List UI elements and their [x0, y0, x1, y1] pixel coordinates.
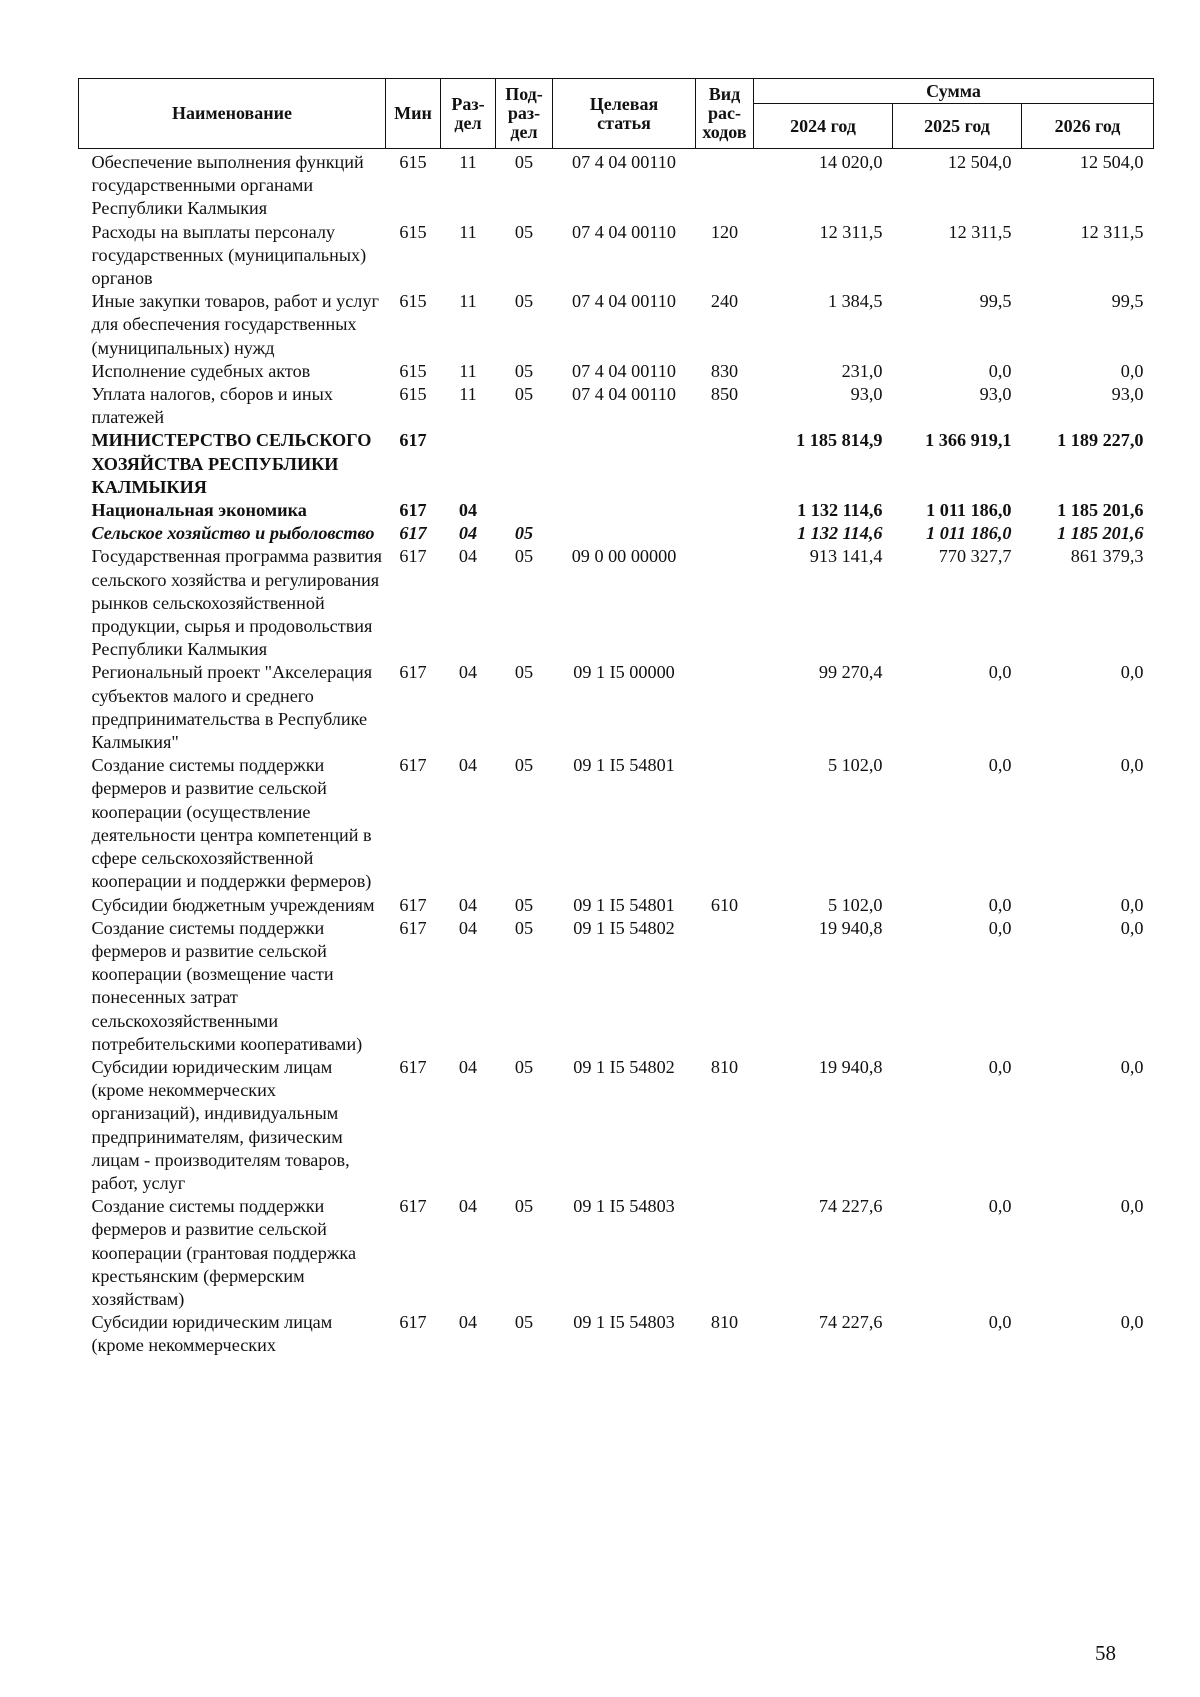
- cell-name: Создание системы поддержки фермеров и развитие сельской кооперации (грантовая поддержка крестьянским (фермерским хозяйствам): [91, 1196, 357, 1309]
- cell-name: Сельское хозяйство и рыболовство: [91, 523, 375, 544]
- cell-min: 617: [399, 1056, 427, 1077]
- cell-min: 617: [399, 500, 427, 521]
- table-row: [79, 499, 1154, 522]
- cell-celevaya: 09 1 I5 54803: [573, 1312, 675, 1333]
- table-row: [79, 1195, 1154, 1311]
- cell-2026: 12 504,0: [1079, 152, 1144, 172]
- cell-min: 617: [399, 755, 427, 776]
- cell-min: 617: [399, 546, 427, 567]
- cell-podrazdel: 05: [514, 523, 534, 544]
- cell-2024: 74 227,6: [818, 1312, 883, 1333]
- cell-name: Иные закупки товаров, работ и услуг для обеспечения государственных (муниципальных) нужд: [91, 291, 379, 358]
- cell-2025: 1 366 919,1: [925, 430, 1012, 451]
- cell-name: Субсидии юридическим лицам (кроме некоммерческих: [91, 1312, 333, 1356]
- header-2026: 2026 год: [1022, 104, 1154, 149]
- cell-2026: 1 185 201,6: [1057, 500, 1144, 521]
- cell-podrazdel: 05: [514, 917, 534, 938]
- cell-2026: 0,0: [1120, 1196, 1144, 1217]
- cell-min: 615: [399, 360, 427, 381]
- cell-2024: 12 311,5: [819, 221, 883, 242]
- header-summa: Сумма: [754, 79, 1154, 104]
- header-vid: Вид рас- ходов: [696, 79, 754, 149]
- cell-min: 615: [399, 384, 427, 405]
- cell-2025: 0,0: [988, 1056, 1012, 1077]
- cell-name: МИНИСТЕРСТВО СЕЛЬСКОГО ХОЗЯЙСТВА РЕСПУБЛИКИ КАЛМЫКИЯ: [91, 430, 372, 497]
- header-name: Наименование: [79, 79, 386, 149]
- cell-celevaya: 09 1 I5 54801: [573, 894, 675, 915]
- cell-razdel: 04: [458, 917, 478, 938]
- cell-razdel: [441, 429, 496, 499]
- cell-vid: [696, 754, 754, 893]
- cell-2024: 1 384,5: [827, 291, 883, 312]
- cell-razdel: 04: [458, 1312, 478, 1333]
- budget-table: [78, 78, 1154, 1358]
- cell-vid: 810: [710, 1312, 739, 1333]
- cell-razdel: 11: [459, 152, 477, 172]
- cell-name: Обеспечение выполнения функций государственными органами Республики Калмыкия: [91, 152, 364, 219]
- cell-name: Субсидии юридическим лицам (кроме некоммерческих организаций), индивидуальным предпринимателям, физическим лицам - производителям товаров, работ, услуг: [91, 1056, 350, 1193]
- cell-celevaya: [553, 429, 696, 499]
- cell-celevaya: 09 0 00 00000: [571, 546, 677, 567]
- cell-celevaya: 07 4 04 00110: [572, 291, 676, 312]
- cell-2025: 0,0: [988, 755, 1012, 776]
- cell-vid: 610: [710, 894, 739, 915]
- cell-2026: 1 185 201,6: [1057, 523, 1144, 544]
- cell-2026: 861 379,3: [1070, 546, 1144, 567]
- header-celevaya: Целевая статья: [553, 79, 696, 149]
- cell-2024: 1 132 114,6: [797, 523, 883, 544]
- cell-name: Создание системы поддержки фермеров и развитие сельской кооперации (возмещение части понесенных затрат сельскохозяйственными потребительскими кооперативами): [91, 917, 363, 1054]
- cell-2024: 913 141,4: [809, 546, 883, 567]
- cell-name: Расходы на выплаты персоналу государственных (муниципальных) органов: [91, 221, 367, 289]
- cell-name: Исполнение судебных актов: [91, 360, 311, 381]
- cell-celevaya: 09 1 I5 54802: [573, 1056, 675, 1077]
- cell-podrazdel: 05: [514, 1312, 534, 1333]
- cell-2024: 19 940,8: [818, 1056, 883, 1077]
- cell-razdel: 11: [459, 360, 477, 381]
- cell-celevaya: 07 4 04 00110: [572, 221, 676, 242]
- table-row: [79, 894, 1154, 917]
- cell-vid: [696, 917, 754, 1056]
- cell-2024: 74 227,6: [818, 1196, 883, 1217]
- cell-vid: 810: [710, 1056, 739, 1077]
- cell-2025: 0,0: [988, 360, 1012, 381]
- cell-2024: 19 940,8: [818, 917, 883, 938]
- cell-vid: 240: [710, 291, 739, 312]
- cell-min: 617: [399, 894, 427, 915]
- cell-celevaya: 09 1 I5 00000: [573, 662, 675, 683]
- cell-vid: [696, 499, 754, 522]
- cell-razdel: 04: [458, 1196, 478, 1217]
- cell-2025: 0,0: [988, 662, 1012, 683]
- cell-2025: 0,0: [988, 1196, 1012, 1217]
- table-body: [79, 149, 1154, 1358]
- cell-celevaya: 09 1 I5 54802: [573, 917, 675, 938]
- header-razdel: Раз- дел: [441, 79, 496, 149]
- table-row: [79, 149, 1154, 221]
- cell-name: Уплата налогов, сборов и иных платежей: [91, 384, 333, 428]
- cell-razdel: 04: [458, 755, 478, 776]
- cell-min: 615: [399, 291, 427, 312]
- cell-podrazdel: 05: [514, 1056, 534, 1077]
- table-row: [79, 917, 1154, 1056]
- table-row: [79, 1056, 1154, 1195]
- table-row: [79, 545, 1154, 661]
- cell-2024: 1 132 114,6: [797, 500, 883, 521]
- cell-2026: 99,5: [1111, 291, 1144, 312]
- cell-2026: 0,0: [1120, 1056, 1144, 1077]
- cell-2024: 14 020,0: [818, 152, 883, 172]
- cell-vid: 850: [710, 384, 739, 405]
- cell-podrazdel: [496, 499, 553, 522]
- cell-min: 617: [399, 917, 427, 938]
- cell-podrazdel: 05: [514, 152, 534, 172]
- cell-min: 617: [399, 430, 427, 451]
- cell-min: 617: [399, 662, 427, 683]
- cell-name: Создание системы поддержки фермеров и развитие сельской кооперации (осуществление деятельности центра компетенций в сфере сельскохозяйственной кооперации и поддержки фермеров): [91, 755, 372, 892]
- table-row: [79, 1311, 1154, 1357]
- header-podrazdel: Под- раз- дел: [496, 79, 553, 149]
- cell-podrazdel: 05: [514, 546, 534, 567]
- cell-vid: 120: [710, 221, 739, 242]
- cell-podrazdel: 05: [514, 894, 534, 915]
- cell-2026: 0,0: [1120, 894, 1144, 915]
- cell-2026: 0,0: [1120, 662, 1144, 683]
- cell-razdel: 11: [459, 221, 477, 242]
- cell-2025: 0,0: [988, 1312, 1012, 1333]
- cell-celevaya: 07 4 04 00110: [572, 360, 676, 381]
- cell-name: Региональный проект "Акселерация субъектов малого и среднего предпринимательства в Республике Калмыкия": [91, 662, 373, 753]
- table-row: [79, 290, 1154, 360]
- header-2024: 2024 год: [754, 104, 893, 149]
- cell-podrazdel: 05: [514, 221, 534, 242]
- table-row: [79, 383, 1154, 429]
- cell-2025: 1 011 186,0: [926, 500, 1012, 521]
- cell-2025: 12 311,5: [948, 221, 1012, 242]
- cell-celevaya: 09 1 I5 54803: [573, 1196, 675, 1217]
- cell-2026: 0,0: [1120, 755, 1144, 776]
- cell-vid: [696, 661, 754, 754]
- cell-vid: 830: [710, 360, 739, 381]
- cell-razdel: 11: [459, 384, 477, 405]
- cell-vid: [696, 1195, 754, 1311]
- cell-razdel: 04: [458, 523, 478, 544]
- cell-podrazdel: 05: [514, 291, 534, 312]
- cell-name: Национальная экономика: [91, 500, 307, 521]
- cell-name: Субсидии бюджетным учреждениям: [91, 894, 375, 915]
- table-row: [79, 522, 1154, 545]
- cell-podrazdel: 05: [514, 384, 534, 405]
- cell-2024: 5 102,0: [827, 755, 883, 776]
- cell-celevaya: [553, 522, 696, 545]
- table-row: [79, 429, 1154, 499]
- cell-podrazdel: [496, 429, 553, 499]
- cell-2025: 12 504,0: [947, 152, 1012, 172]
- cell-celevaya: [553, 499, 696, 522]
- cell-celevaya: 07 4 04 00110: [572, 152, 676, 172]
- table-row: [79, 360, 1154, 383]
- cell-2024: 5 102,0: [827, 894, 883, 915]
- header-min: Мин: [386, 79, 441, 149]
- cell-celevaya: 09 1 I5 54801: [573, 755, 675, 776]
- cell-2024: 1 185 814,9: [796, 430, 883, 451]
- cell-name: Государственная программа развития сельского хозяйства и регулирования рынков сельскохозяйственной продукции, сырья и продовольствия Республики Калмыкия: [91, 546, 382, 660]
- cell-podrazdel: 05: [514, 662, 534, 683]
- header-2025: 2025 год: [893, 104, 1022, 149]
- table-row: [79, 221, 1154, 291]
- cell-podrazdel: 05: [514, 360, 534, 381]
- cell-min: 615: [399, 152, 427, 172]
- table-row: [79, 754, 1154, 893]
- cell-vid: [696, 545, 754, 661]
- cell-2024: 99 270,4: [818, 662, 883, 683]
- cell-min: 617: [399, 523, 427, 544]
- table-row: [79, 661, 1154, 754]
- cell-min: 617: [399, 1196, 427, 1217]
- cell-2025: 99,5: [979, 291, 1012, 312]
- cell-2025: 93,0: [979, 384, 1012, 405]
- cell-celevaya: 07 4 04 00110: [572, 384, 676, 405]
- cell-2026: 0,0: [1120, 360, 1144, 381]
- cell-2025: 0,0: [988, 917, 1012, 938]
- cell-2025: 0,0: [988, 894, 1012, 915]
- cell-razdel: 04: [458, 894, 478, 915]
- page-number: 58: [1095, 1641, 1116, 1665]
- cell-2026: 1 189 227,0: [1057, 430, 1144, 451]
- cell-razdel: 04: [458, 662, 478, 683]
- cell-vid: [696, 429, 754, 499]
- cell-2025: 770 327,7: [938, 546, 1012, 567]
- cell-2026: 93,0: [1111, 384, 1144, 405]
- cell-2024: 231,0: [841, 360, 883, 381]
- cell-min: 617: [399, 1312, 427, 1333]
- cell-2024: 93,0: [850, 384, 883, 405]
- cell-2026: 12 311,5: [1080, 221, 1144, 242]
- cell-min: 615: [399, 221, 427, 242]
- table-header: [79, 79, 1154, 149]
- cell-razdel: 04: [458, 500, 478, 521]
- cell-razdel: 04: [458, 546, 478, 567]
- cell-vid: [696, 522, 754, 545]
- cell-2026: 0,0: [1120, 1312, 1144, 1333]
- cell-podrazdel: 05: [514, 1196, 534, 1217]
- cell-2025: 1 011 186,0: [926, 523, 1012, 544]
- cell-razdel: 04: [458, 1056, 478, 1077]
- cell-razdel: 11: [459, 291, 477, 312]
- cell-vid: [696, 149, 754, 221]
- cell-podrazdel: 05: [514, 755, 534, 776]
- cell-2026: 0,0: [1120, 917, 1144, 938]
